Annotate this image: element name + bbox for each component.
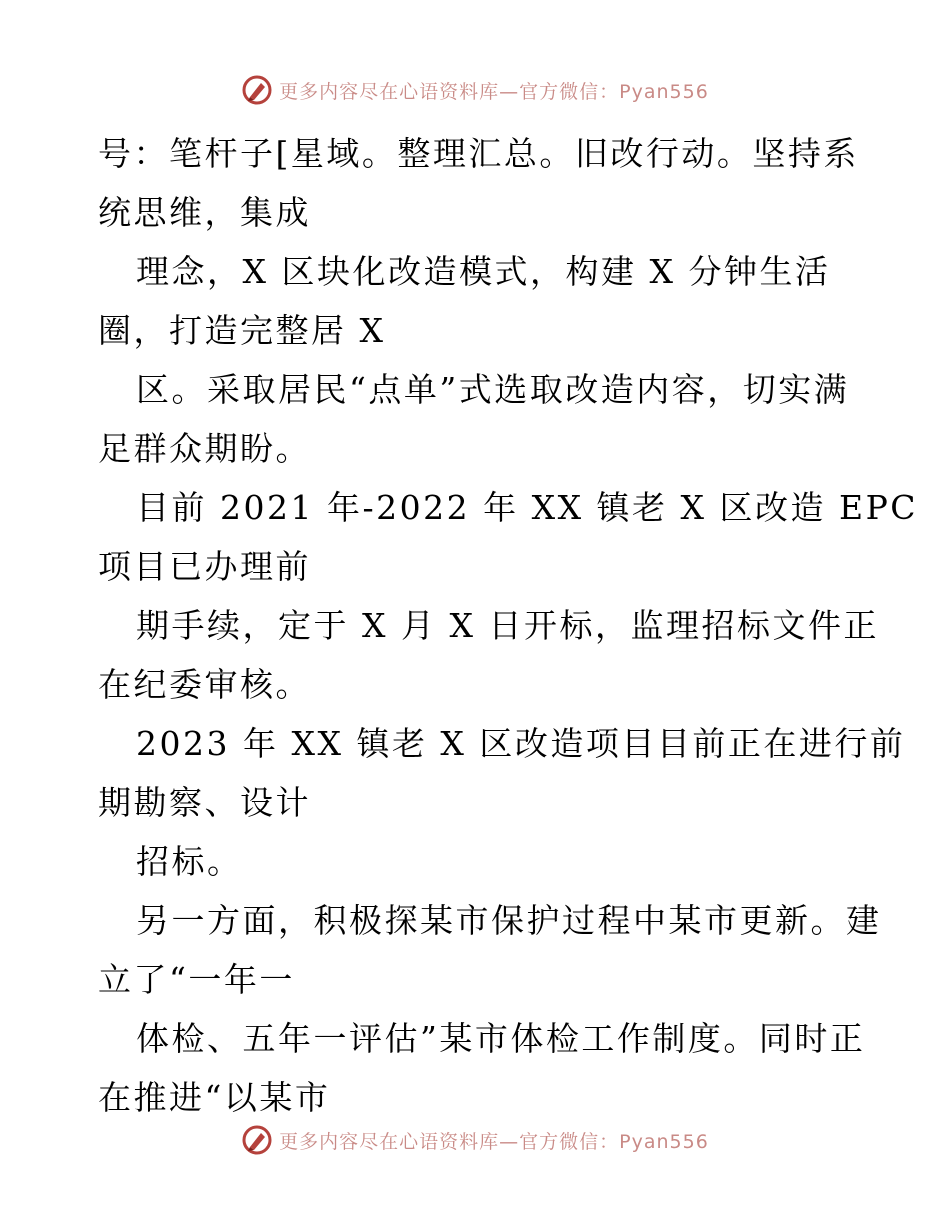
text-line: 在纪委审核。 — [98, 665, 311, 704]
text-line: 足群众期盼。 — [98, 429, 311, 468]
text-line: 体检、五年一评估”某市体检工作制度。同时正 — [136, 1019, 866, 1058]
text-line: 理念，X 区块化改造模式，构建 X 分钟生活 — [136, 252, 831, 291]
text-line: 期手续，定于 X 月 X 日开标，监理招标文件正 — [136, 606, 879, 645]
header-watermark-text: 更多内容尽在心语资料库—官方微信：Pyan556 — [279, 80, 709, 103]
text-line: 在推进“以某市 — [98, 1078, 331, 1117]
text-line: 目前 2021 年-2022 年 XX 镇老 X 区改造 EPC — [136, 488, 919, 527]
text-line: 招标。 — [136, 842, 243, 881]
pen-nib-logo-icon — [241, 74, 273, 106]
text-line: 2023 年 XX 镇老 X 区改造项目目前正在进行前 — [136, 724, 906, 763]
footer-watermark-text: 更多内容尽在心语资料库—官方微信：Pyan556 — [279, 1130, 709, 1153]
text-line: 项目已办理前 — [98, 547, 311, 586]
text-line: 圈，打造完整居 X — [98, 311, 386, 350]
text-line: 立了“一年一 — [98, 960, 295, 999]
text-line: 区。采取居民“点单”式选取改造内容，切实满 — [136, 370, 850, 409]
header-watermark-banner — [0, 70, 950, 110]
footer-watermark-banner — [0, 1120, 950, 1160]
document-body — [98, 124, 919, 1127]
pen-nib-logo-icon — [241, 1124, 273, 1156]
text-line: 号：笔杆子[星域。整理汇总。旧改行动。坚持系 — [98, 134, 859, 173]
text-line: 另一方面，积极探某市保护过程中某市更新。建 — [136, 901, 882, 940]
text-line: 统思维，集成 — [98, 193, 311, 232]
text-line: 期勘察、设计 — [98, 783, 311, 822]
